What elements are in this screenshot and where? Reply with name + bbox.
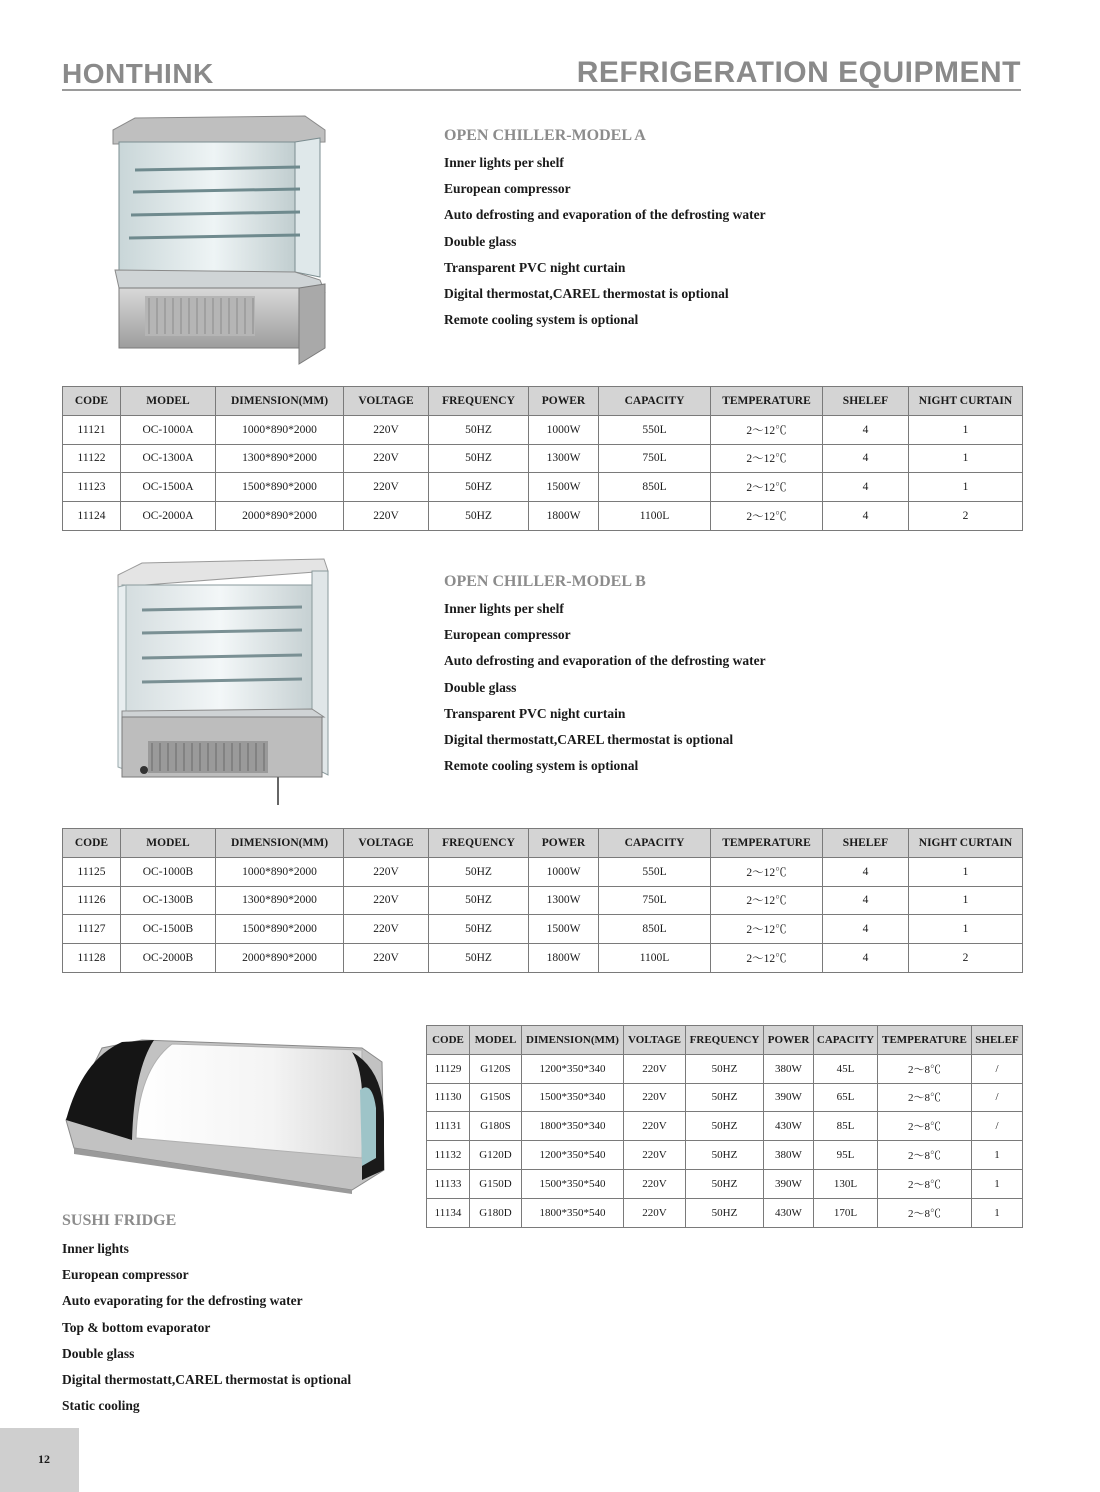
column-header: DIMENSION(MM) xyxy=(216,829,344,858)
table-cell: 1300W xyxy=(529,444,599,473)
column-header: MODEL xyxy=(121,387,216,416)
column-header: CAPACITY xyxy=(599,387,711,416)
feature-item: Auto evaporating for the defrosting water xyxy=(62,1293,303,1309)
table-cell: 11122 xyxy=(63,444,121,473)
table-cell: 1100L xyxy=(599,944,711,973)
column-header: DIMENSION(MM) xyxy=(216,387,344,416)
table-cell: 2～12℃ xyxy=(711,886,823,915)
table-cell: 1000*890*2000 xyxy=(216,415,344,444)
column-header: FREQUENCY xyxy=(429,387,529,416)
table-cell: G120S xyxy=(470,1054,522,1083)
table-row xyxy=(427,1112,1023,1141)
table-cell: / xyxy=(972,1083,1023,1112)
table-cell: 430W xyxy=(764,1198,814,1227)
table-cell: 50HZ xyxy=(686,1083,764,1112)
table-cell: 1 xyxy=(909,415,1023,444)
table-cell: 2～12℃ xyxy=(711,473,823,502)
feature-item: Static cooling xyxy=(62,1398,140,1414)
section-b-spec-table xyxy=(62,828,1023,973)
table-row xyxy=(63,857,1023,886)
table-cell: 1500*350*340 xyxy=(522,1083,624,1112)
table-cell: 1000*890*2000 xyxy=(216,857,344,886)
table-cell: OC-1300B xyxy=(121,886,216,915)
table-cell: 50HZ xyxy=(686,1198,764,1227)
table-cell: 2～12℃ xyxy=(711,944,823,973)
feature-item: Remote cooling system is optional xyxy=(444,758,639,774)
table-cell: 11133 xyxy=(427,1169,470,1198)
sushi-fridge-feature-list xyxy=(62,1236,351,1419)
table-cell: 2 xyxy=(909,944,1023,973)
section-a-feature-list xyxy=(444,150,766,333)
table-cell: 1200*350*540 xyxy=(522,1141,624,1170)
table-cell: 50HZ xyxy=(429,944,529,973)
table-cell: 220V xyxy=(624,1083,686,1112)
table-cell: 170L xyxy=(814,1198,878,1227)
table-cell: 1 xyxy=(909,886,1023,915)
table-cell: OC-1500B xyxy=(121,915,216,944)
table-cell: 50HZ xyxy=(686,1112,764,1141)
table-cell: 1 xyxy=(909,473,1023,502)
table-cell: 750L xyxy=(599,444,711,473)
table-cell: 380W xyxy=(764,1141,814,1170)
table-cell: 550L xyxy=(599,415,711,444)
table-row xyxy=(63,415,1023,444)
column-header: FREQUENCY xyxy=(429,829,529,858)
table-cell: G180S xyxy=(470,1112,522,1141)
table-cell: 550L xyxy=(599,857,711,886)
feature-item: Double glass xyxy=(62,1345,135,1361)
table-row xyxy=(63,886,1023,915)
section-b-title: OPEN CHILLER-MODEL B xyxy=(444,573,646,590)
feature-item: Digital thermostatt,CAREL thermostat is optional xyxy=(62,1371,352,1387)
column-header: CODE xyxy=(427,1026,470,1055)
table-cell: 220V xyxy=(624,1198,686,1227)
column-header: TEMPERATURE xyxy=(711,387,823,416)
table-cell: 50HZ xyxy=(429,857,529,886)
table-cell: 11124 xyxy=(63,502,121,531)
table-cell: 220V xyxy=(344,473,429,502)
column-header: FREQUENCY xyxy=(686,1026,764,1055)
table-cell: 1000W xyxy=(529,415,599,444)
table-row xyxy=(427,1198,1023,1227)
table-cell: 4 xyxy=(823,502,909,531)
table-cell: 2 xyxy=(909,502,1023,531)
sushi-fridge-title: SUSHI FRIDGE xyxy=(62,1212,177,1229)
section-a-spec-table xyxy=(62,386,1023,531)
table-cell: 220V xyxy=(624,1169,686,1198)
column-header: POWER xyxy=(764,1026,814,1055)
table-cell: 2～8℃ xyxy=(878,1112,972,1141)
table-cell: 2～8℃ xyxy=(878,1169,972,1198)
feature-item: Top & bottom evaporator xyxy=(62,1319,211,1335)
feature-item: Auto defrosting and evaporation of the defrosting water xyxy=(444,653,766,669)
table-cell: 65L xyxy=(814,1083,878,1112)
table-cell: 750L xyxy=(599,886,711,915)
table-cell: OC-1500A xyxy=(121,473,216,502)
table-row xyxy=(427,1054,1023,1083)
table-cell: 1500*350*540 xyxy=(522,1169,624,1198)
table-cell: 1500*890*2000 xyxy=(216,473,344,502)
table-cell: G120D xyxy=(470,1141,522,1170)
column-header: SHELEF xyxy=(972,1026,1023,1055)
table-cell: 220V xyxy=(624,1141,686,1170)
table-cell: 220V xyxy=(344,886,429,915)
table-cell: 220V xyxy=(624,1112,686,1141)
table-cell: 11132 xyxy=(427,1141,470,1170)
table-cell: 1800W xyxy=(529,944,599,973)
table-cell: 220V xyxy=(344,857,429,886)
column-header: TEMPERATURE xyxy=(878,1026,972,1055)
table-cell: 11121 xyxy=(63,415,121,444)
column-header: SHELEF xyxy=(823,387,909,416)
table-cell: 2～12℃ xyxy=(711,857,823,886)
table-cell: 2～12℃ xyxy=(711,502,823,531)
feature-item: European compressor xyxy=(62,1267,189,1283)
feature-item: Transparent PVC night curtain xyxy=(444,705,626,721)
table-cell: 4 xyxy=(823,886,909,915)
column-header: VOLTAGE xyxy=(624,1026,686,1055)
feature-item: Double glass xyxy=(444,233,517,249)
feature-item: Transparent PVC night curtain xyxy=(444,259,626,275)
table-cell: 220V xyxy=(344,444,429,473)
column-header: CAPACITY xyxy=(599,829,711,858)
table-cell: G150S xyxy=(470,1083,522,1112)
table-cell: 11128 xyxy=(63,944,121,973)
table-cell: 1 xyxy=(909,857,1023,886)
feature-item: Auto defrosting and evaporation of the defrosting water xyxy=(444,207,766,223)
header-divider xyxy=(62,89,1021,91)
feature-item: Inner lights per shelf xyxy=(444,601,564,616)
table-cell: 2～12℃ xyxy=(711,415,823,444)
section-b-feature-list xyxy=(444,596,766,779)
section-a-title: OPEN CHILLER-MODEL A xyxy=(444,127,646,144)
column-header: NIGHT CURTAIN xyxy=(909,387,1023,416)
table-cell: G180D xyxy=(470,1198,522,1227)
table-cell: 130L xyxy=(814,1169,878,1198)
table-cell: 1300*890*2000 xyxy=(216,444,344,473)
feature-item: Inner lights per shelf xyxy=(444,155,564,170)
column-header: DIMENSION(MM) xyxy=(522,1026,624,1055)
table-cell: 2000*890*2000 xyxy=(216,502,344,531)
table-cell: 430W xyxy=(764,1112,814,1141)
table-row xyxy=(427,1141,1023,1170)
table-cell: 1200*350*340 xyxy=(522,1054,624,1083)
table-cell: OC-2000A xyxy=(121,502,216,531)
table-cell: 1 xyxy=(972,1169,1023,1198)
table-row xyxy=(63,473,1023,502)
table-cell: 2～8℃ xyxy=(878,1083,972,1112)
sushi-fridge-image xyxy=(62,1030,392,1195)
table-cell: 50HZ xyxy=(429,444,529,473)
feature-item: Remote cooling system is optional xyxy=(444,312,639,328)
table-cell: G150D xyxy=(470,1169,522,1198)
table-cell: 4 xyxy=(823,944,909,973)
table-cell: OC-2000B xyxy=(121,944,216,973)
table-cell: 2000*890*2000 xyxy=(216,944,344,973)
table-cell: OC-1000B xyxy=(121,857,216,886)
table-cell: 2～12℃ xyxy=(711,444,823,473)
table-cell: 1100L xyxy=(599,502,711,531)
table-row xyxy=(63,502,1023,531)
table-cell: 50HZ xyxy=(686,1054,764,1083)
table-cell: 1500W xyxy=(529,915,599,944)
table-cell: 1 xyxy=(909,915,1023,944)
table-cell: 1 xyxy=(972,1198,1023,1227)
table-cell: 1300W xyxy=(529,886,599,915)
table-cell: 45L xyxy=(814,1054,878,1083)
feature-item: European compressor xyxy=(444,181,571,197)
table-cell: 95L xyxy=(814,1141,878,1170)
table-cell: 1000W xyxy=(529,857,599,886)
table-cell: 85L xyxy=(814,1112,878,1141)
table-cell: 850L xyxy=(599,915,711,944)
column-header: TEMPERATURE xyxy=(711,829,823,858)
column-header: CODE xyxy=(63,829,121,858)
table-cell: 220V xyxy=(344,502,429,531)
table-cell: 2～12℃ xyxy=(711,915,823,944)
table-cell: 1500*890*2000 xyxy=(216,915,344,944)
table-cell: 50HZ xyxy=(429,886,529,915)
table-cell: 2～8℃ xyxy=(878,1141,972,1170)
table-cell: 11127 xyxy=(63,915,121,944)
table-cell: 220V xyxy=(344,944,429,973)
column-header: MODEL xyxy=(121,829,216,858)
table-cell: 1 xyxy=(972,1141,1023,1170)
table-row xyxy=(63,444,1023,473)
table-row xyxy=(63,915,1023,944)
table-cell: 11123 xyxy=(63,473,121,502)
table-cell: 4 xyxy=(823,857,909,886)
feature-item: Double glass xyxy=(444,679,517,695)
table-cell: 2～8℃ xyxy=(878,1054,972,1083)
table-header-row xyxy=(427,1026,1023,1055)
column-header: VOLTAGE xyxy=(344,829,429,858)
table-cell: 50HZ xyxy=(686,1141,764,1170)
column-header: CAPACITY xyxy=(814,1026,878,1055)
table-cell: / xyxy=(972,1054,1023,1083)
feature-item: Inner lights xyxy=(62,1241,129,1256)
feature-item: Digital thermostat,CAREL thermostat is optional xyxy=(444,285,729,301)
table-cell: / xyxy=(972,1112,1023,1141)
table-header-row xyxy=(63,829,1023,858)
table-cell: 390W xyxy=(764,1169,814,1198)
table-row xyxy=(427,1083,1023,1112)
table-cell: 11134 xyxy=(427,1198,470,1227)
column-header: VOLTAGE xyxy=(344,387,429,416)
column-header: POWER xyxy=(529,387,599,416)
table-row xyxy=(63,944,1023,973)
feature-item: Digital thermostatt,CAREL thermostat is optional xyxy=(444,731,734,747)
open-chiller-b-image xyxy=(112,555,332,810)
table-cell: 4 xyxy=(823,444,909,473)
table-cell: 11125 xyxy=(63,857,121,886)
brand-name: HONTHINK xyxy=(62,58,214,89)
table-cell: 11130 xyxy=(427,1083,470,1112)
table-cell: 850L xyxy=(599,473,711,502)
table-cell: 1800*350*340 xyxy=(522,1112,624,1141)
table-cell: 220V xyxy=(344,915,429,944)
table-cell: 380W xyxy=(764,1054,814,1083)
table-cell: 4 xyxy=(823,473,909,502)
page-number: 12 xyxy=(38,1452,50,1466)
table-cell: 1300*890*2000 xyxy=(216,886,344,915)
sushi-fridge-spec-table xyxy=(426,1025,1023,1228)
table-cell: 50HZ xyxy=(429,473,529,502)
open-chiller-a-image xyxy=(105,112,330,368)
table-cell: OC-1300A xyxy=(121,444,216,473)
table-cell: 390W xyxy=(764,1083,814,1112)
table-cell: 1800W xyxy=(529,502,599,531)
column-header: NIGHT CURTAIN xyxy=(909,829,1023,858)
page-number-box xyxy=(0,1428,79,1492)
table-cell: 11129 xyxy=(427,1054,470,1083)
table-cell: 50HZ xyxy=(686,1169,764,1198)
table-cell: 11131 xyxy=(427,1112,470,1141)
column-header: POWER xyxy=(529,829,599,858)
table-cell: 4 xyxy=(823,915,909,944)
column-header: CODE xyxy=(63,387,121,416)
table-cell: 50HZ xyxy=(429,915,529,944)
table-cell: 1 xyxy=(909,444,1023,473)
page-category-title: REFRIGERATION EQUIPMENT xyxy=(576,56,1021,89)
table-cell: 220V xyxy=(344,415,429,444)
table-cell: 220V xyxy=(624,1054,686,1083)
table-cell: 1500W xyxy=(529,473,599,502)
table-cell: 2～8℃ xyxy=(878,1198,972,1227)
table-cell: 50HZ xyxy=(429,502,529,531)
column-header: MODEL xyxy=(470,1026,522,1055)
table-cell: OC-1000A xyxy=(121,415,216,444)
column-header: SHELEF xyxy=(823,829,909,858)
table-cell: 50HZ xyxy=(429,415,529,444)
table-cell: 11126 xyxy=(63,886,121,915)
table-row xyxy=(427,1169,1023,1198)
feature-item: European compressor xyxy=(444,627,571,643)
table-cell: 1800*350*540 xyxy=(522,1198,624,1227)
table-cell: 4 xyxy=(823,415,909,444)
table-header-row xyxy=(63,387,1023,416)
